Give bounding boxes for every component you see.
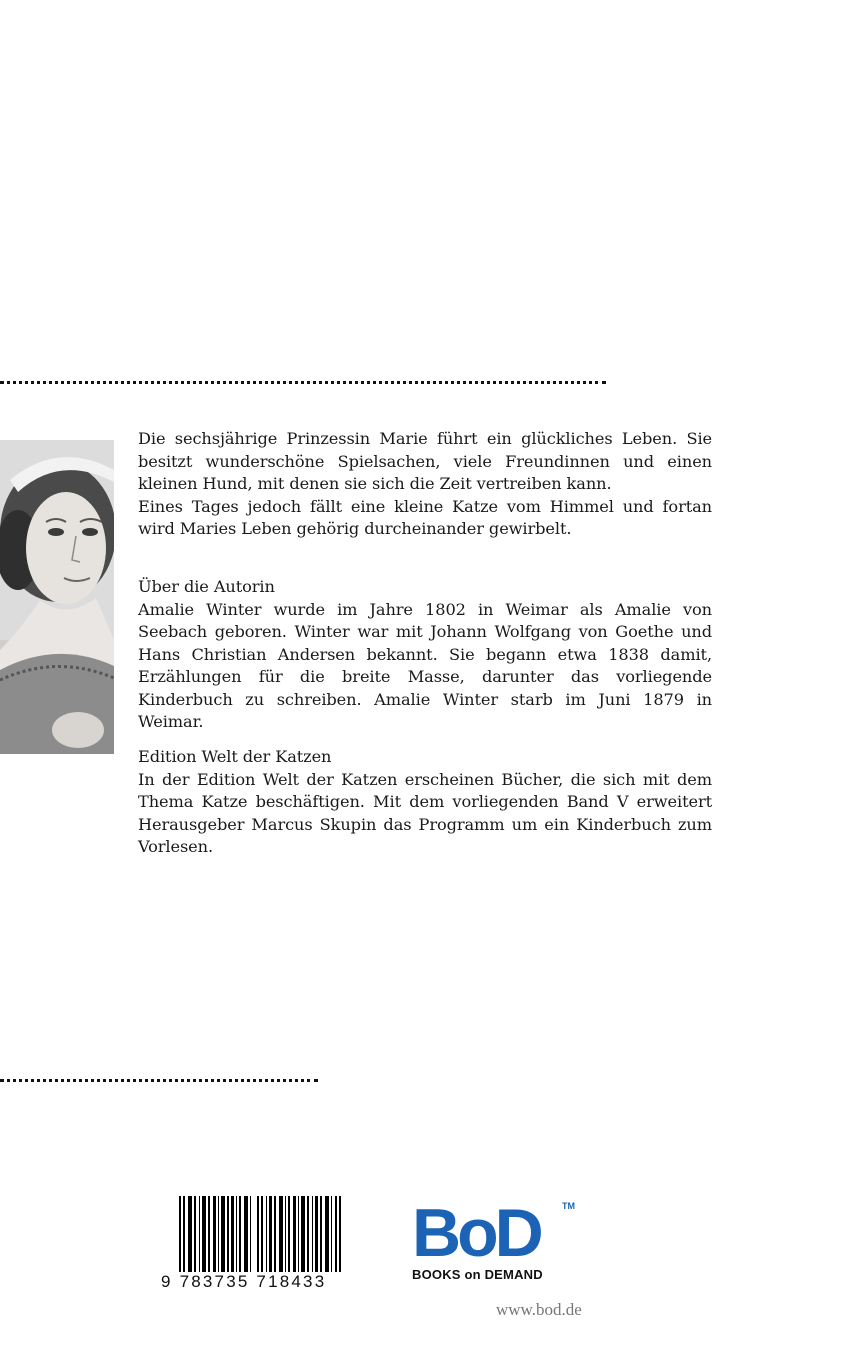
blurb-paragraph-1: Die sechsjährige Prinzessin Marie führt ein glückliches Leben. Sie besitzt wunderschöne Spielsachen, viele Freundinnen und einen kleinen Hund, mit denen sie sich die Zeit vertreiben kann. xyxy=(138,429,712,493)
blurb-paragraph-2: Eines Tages jedoch fällt eine kleine Katze vom Himmel und fortan wird Maries Leben gehörig durcheinander gewirbelt. xyxy=(138,496,712,538)
isbn-digits: 9 783735 718433 xyxy=(161,1272,361,1292)
bod-logo-letters: BoD xyxy=(412,1195,540,1271)
bod-trademark: TM xyxy=(562,1201,575,1211)
bod-tagline: BOOKS on DEMAND xyxy=(412,1267,543,1282)
publisher-url[interactable]: www.bod.de xyxy=(496,1300,582,1319)
dotted-divider-top xyxy=(0,381,606,384)
dotted-divider-bottom xyxy=(0,1079,318,1082)
about-author-section xyxy=(138,576,712,734)
about-author-heading: Über die Autorin xyxy=(138,577,275,596)
edition-text: In der Edition Welt der Katzen erscheinen Bücher, die sich mit dem Thema Katze beschäftigen. Mit dem vorliegenden Band V erweitert Herausgeber Marcus Skupin das Programm um ein Kinderbuch zum Vorlesen. xyxy=(138,769,712,856)
edition-section xyxy=(138,746,712,859)
author-portrait xyxy=(0,440,114,754)
about-author-text: Amalie Winter wurde im Jahre 1802 in Weimar als Amalie von Seebach geboren. Winter war mit Johann Wolfgang von Goethe und Hans Christian Andersen bekannt. Sie begann etwa 1838 damit, Erzählungen für die breite Masse, darunter das vorliegende Kinderbuch zu schreiben. Amalie Winter starb im Juni 1879 in Weimar. xyxy=(138,599,712,731)
edition-heading: Edition Welt der Katzen xyxy=(138,747,332,766)
book-blurb xyxy=(138,428,712,541)
bod-logo xyxy=(412,1195,582,1287)
